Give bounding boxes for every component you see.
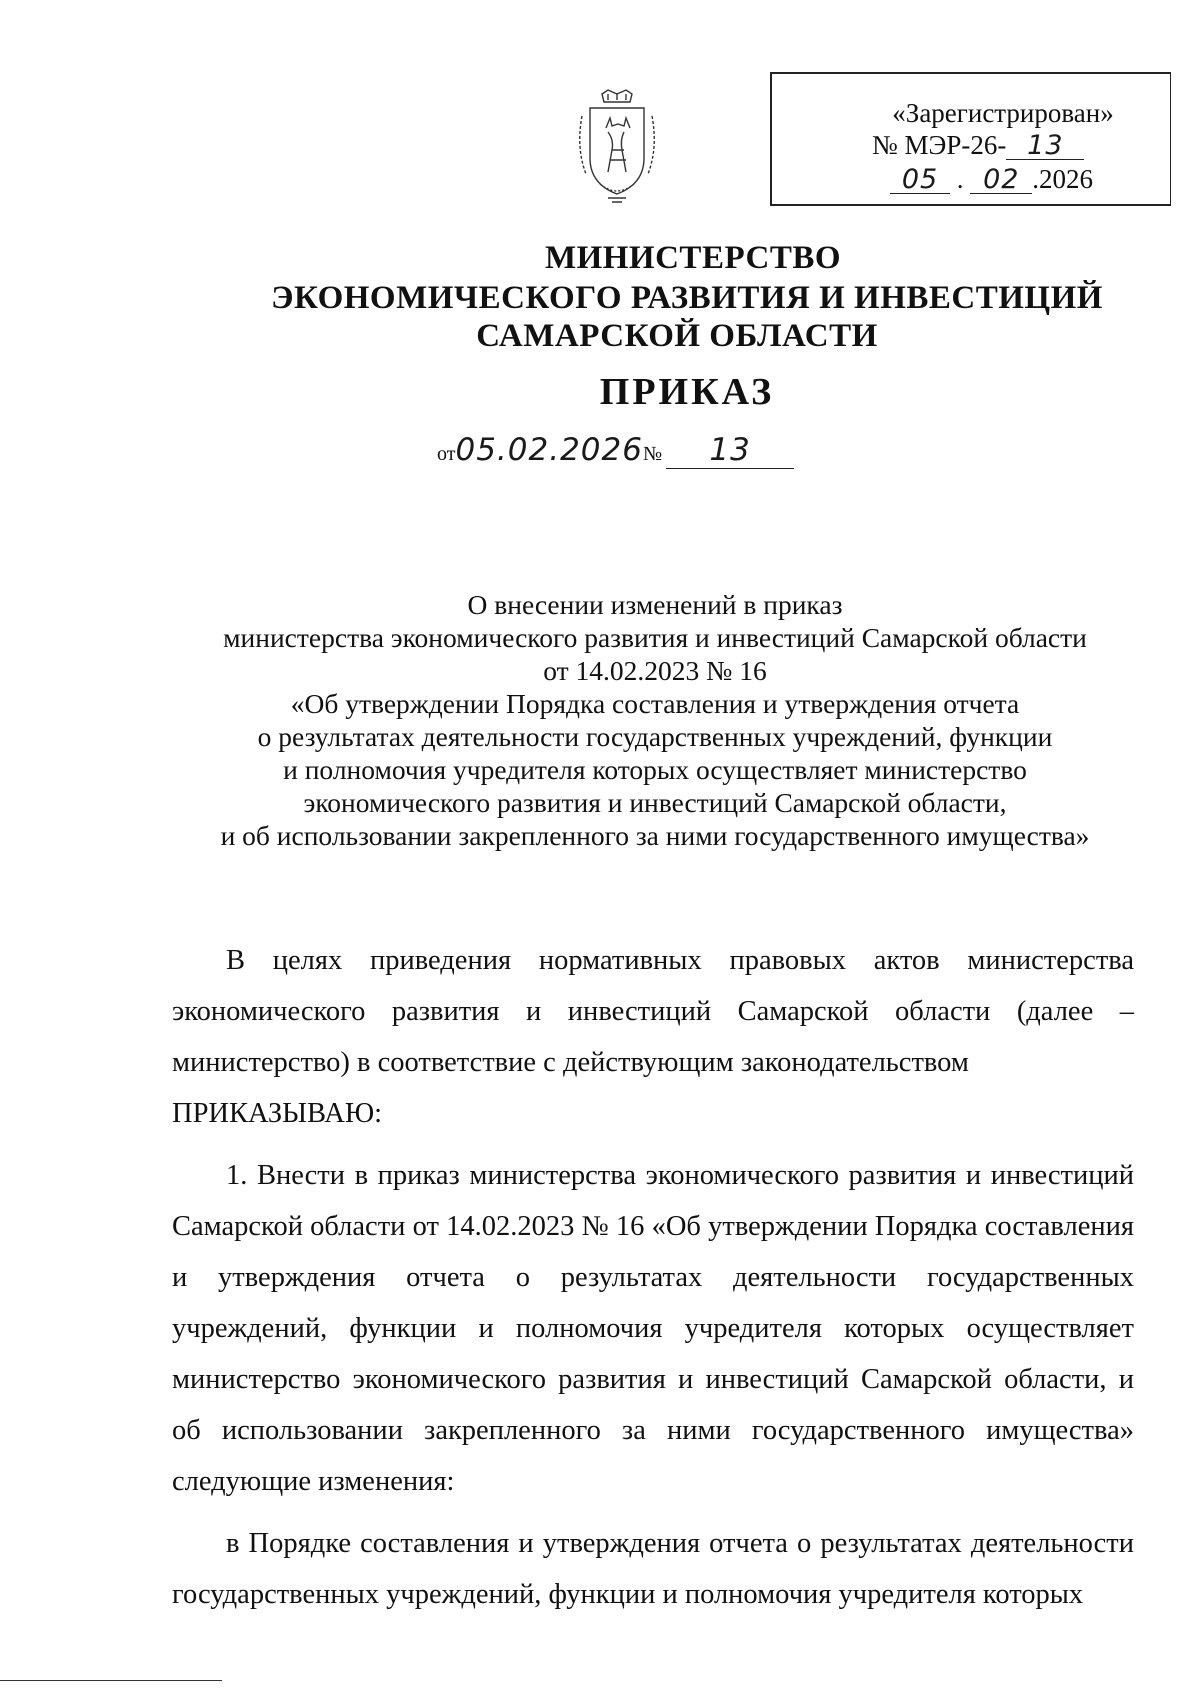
subject-line: О внесении изменений в приказ — [467, 589, 843, 620]
body-paragraph-preamble: В целях приведения нормативных правовых актов министерства экономического развития и инвестиций Самарской области (далее – министерство) в соответствие с действующим законодательством — [172, 945, 1134, 1078]
subject-line: от 14.02.2023 № 16 — [543, 655, 767, 686]
ministry-name-line-1: МИНИСТЕРСТВО — [544, 240, 842, 276]
coat-of-arms-emblem — [568, 88, 666, 206]
registration-stamp — [770, 72, 1171, 206]
subject-line: и полномочия учредителя которых осуществляет министерство — [283, 754, 1027, 785]
body-paragraph-item-1: 1. Внести в приказ министерства экономического развития и инвестиций Самарской области от 14.02.2023 № 16 «Об утверждении Порядка составления и утверждения отчета о результатах деятельности государственных учреждений, функции и полномочия учредителя которых осуществляет министерство экономического развития и инвестиций Самарской области, и об использовании закрепленного за ними государственного имущества» следующие изменения: — [172, 1160, 1134, 1497]
stamp-date-day: 05 — [890, 167, 950, 194]
number-label: № — [642, 443, 663, 465]
body-paragraph-changes: в Порядке составления и утверждения отчета о результатах деятельности государственных учреждений, функции и полномочия учредителя которых — [172, 1528, 1134, 1610]
order-date-handwritten: 05.02.2026 — [455, 432, 643, 468]
stamp-number-handwritten: 13 — [1006, 133, 1084, 160]
stamp-registered-label: «Зарегистрирован» — [892, 98, 1114, 128]
subject-line: «Об утверждении Порядка составления и утверждения отчета — [290, 688, 1020, 719]
order-date-number — [437, 432, 794, 469]
subject-line: экономического развития и инвестиций Самарской области, — [303, 787, 1007, 818]
order-body — [172, 935, 1134, 1631]
stamp-number-prefix: № МЭР-26- — [872, 130, 1007, 160]
subject-line: министерства экономического развития и инвестиций Самарской области — [223, 622, 1087, 653]
stamp-date-month: 02 — [970, 167, 1032, 194]
footnote-separator-line — [0, 1680, 222, 1681]
stamp-registration-date: 05 . 02 .2026 — [782, 164, 1180, 194]
subject-line: и об использовании закрепленного за ними государственного имущества» — [220, 820, 1090, 851]
order-subject — [200, 588, 1110, 852]
stamp-registration-number — [782, 130, 1180, 160]
document-type-title: ПРИКАЗ — [599, 371, 775, 413]
ministry-name-line-2: ЭКОНОМИЧЕСКОГО РАЗВИТИЯ И ИНВЕСТИЦИЙ — [271, 280, 1103, 316]
stamp-date-year: .2026 — [1032, 164, 1093, 194]
ministry-name-line-3: САМАРСКОЙ ОБЛАСТИ — [476, 318, 878, 354]
body-orders-keyword: ПРИКАЗЫВАЮ: — [172, 1098, 383, 1129]
subject-line: о результатах деятельности государственных учреждений, функции — [257, 721, 1053, 752]
order-number-handwritten: 13 — [666, 432, 794, 469]
from-label: от — [437, 443, 456, 465]
